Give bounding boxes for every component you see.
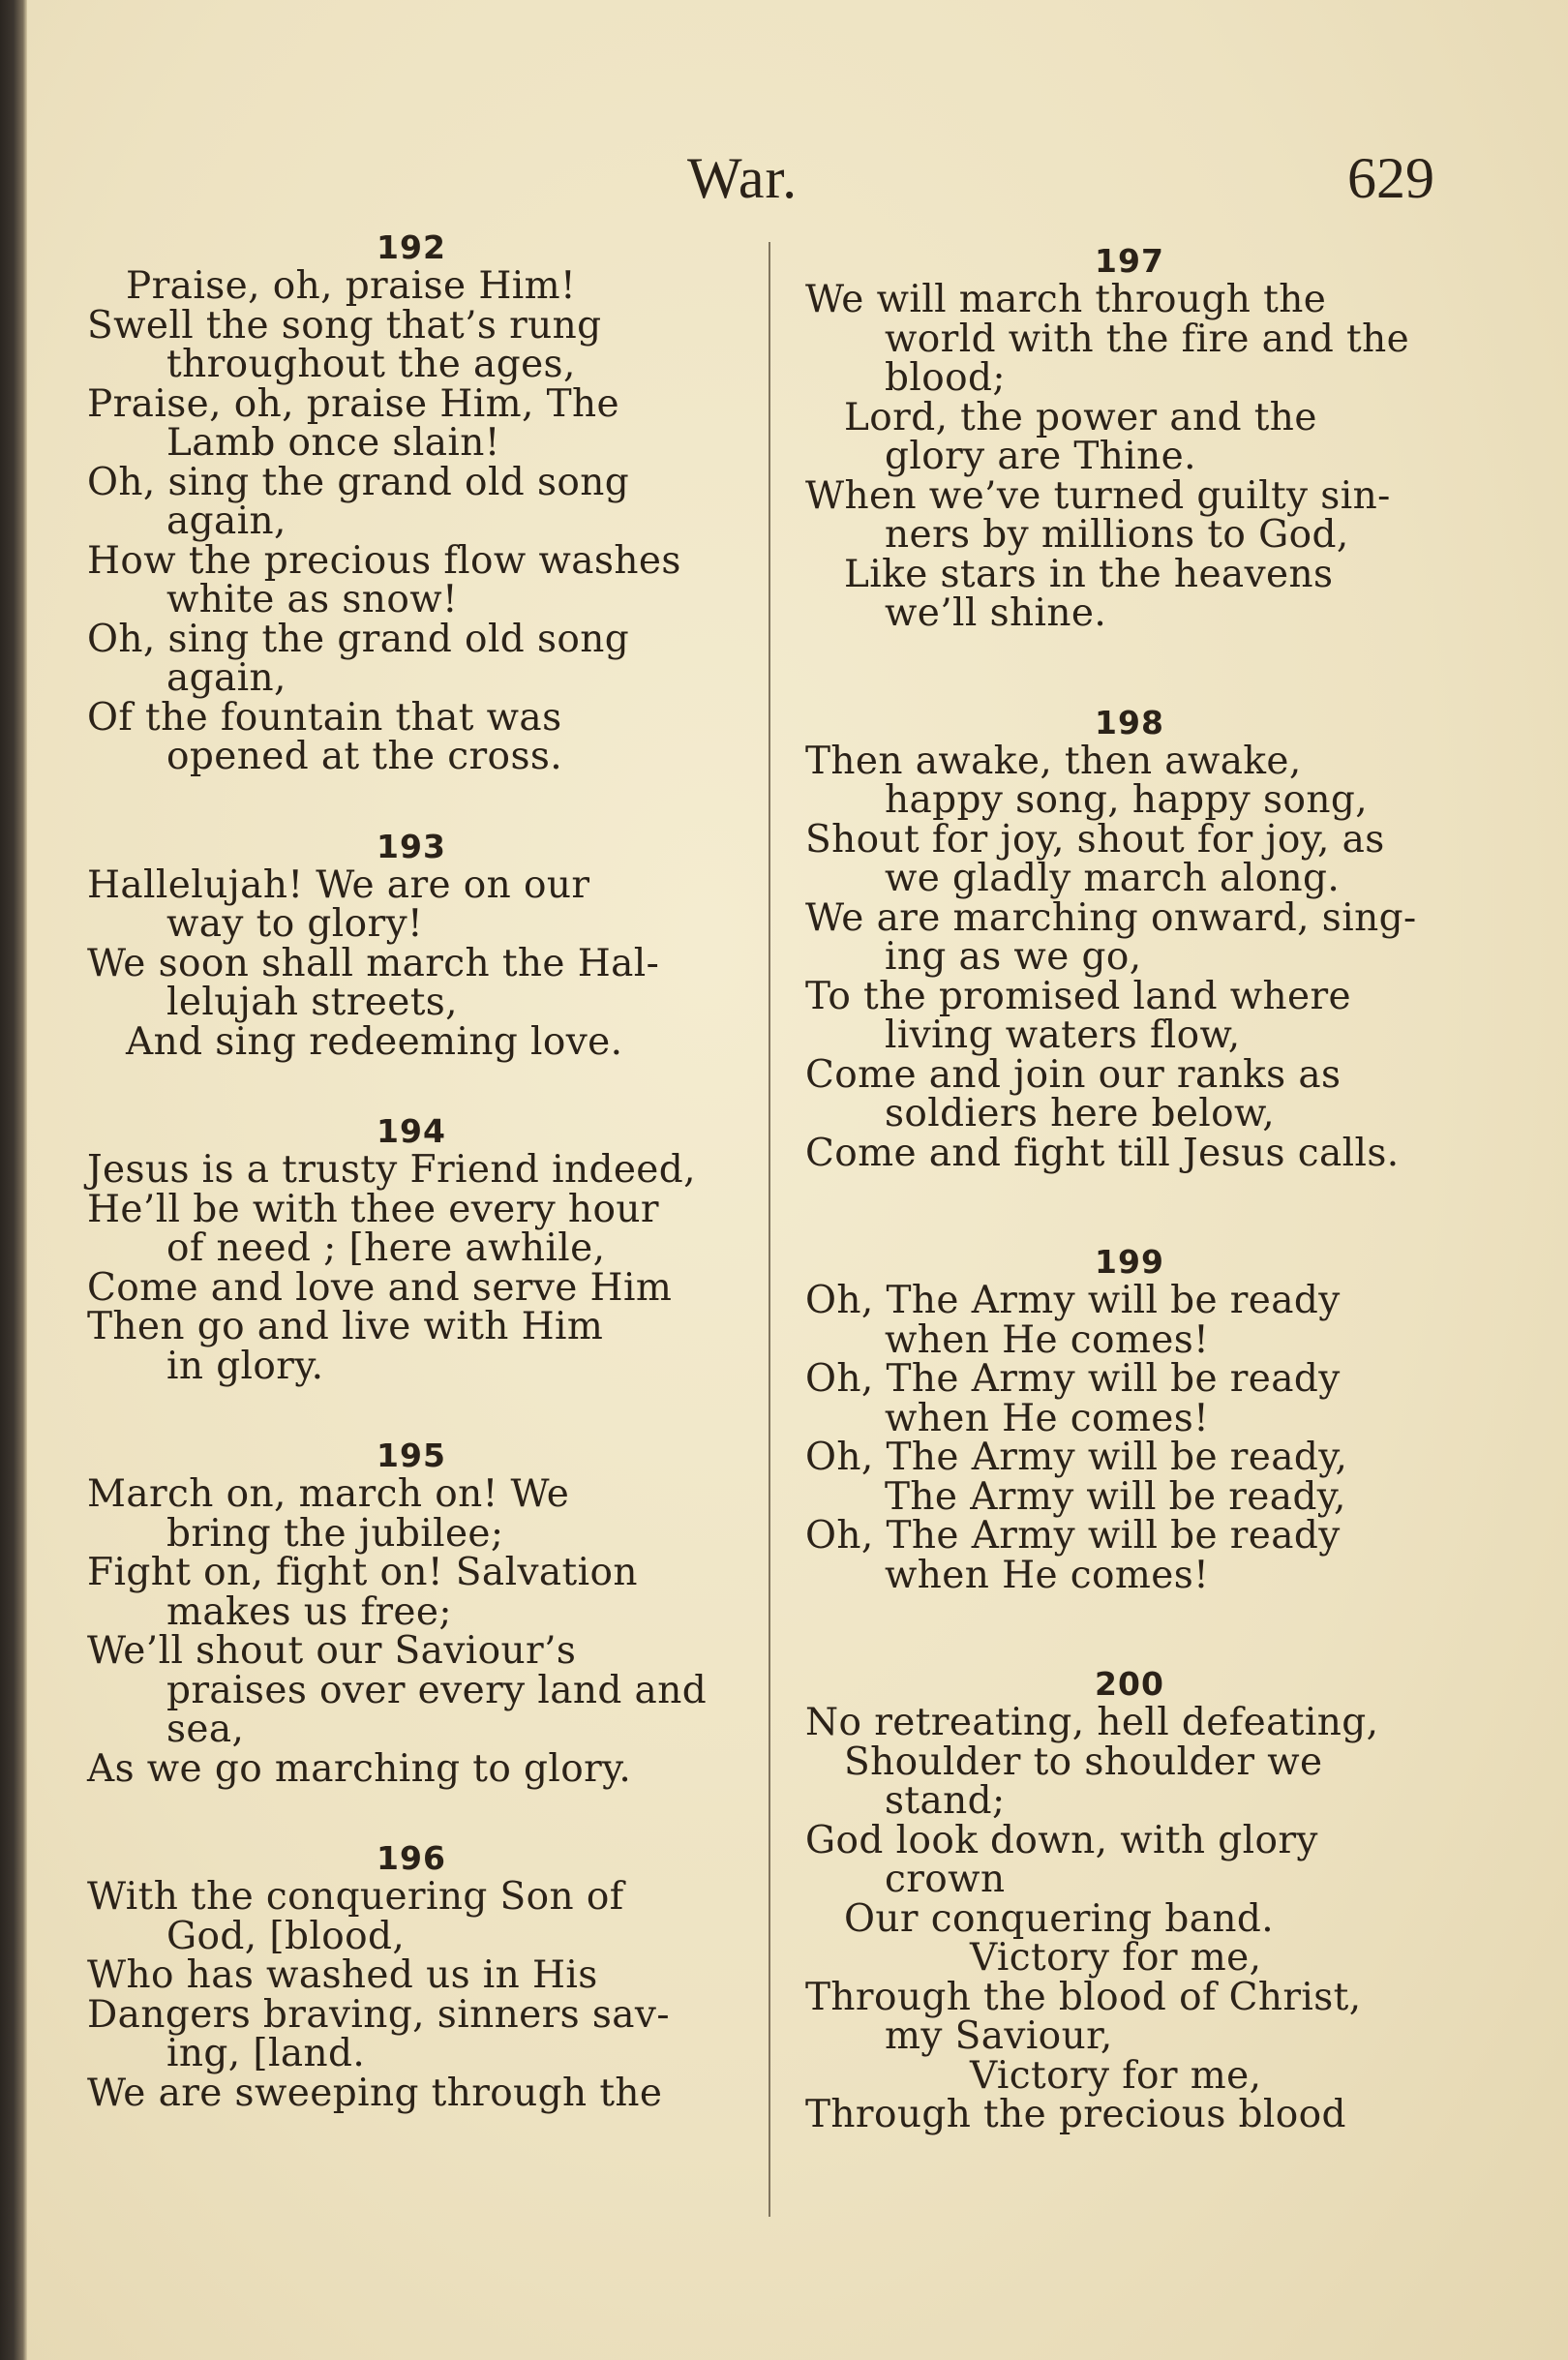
hymn-line: Praise, oh, praise Him! xyxy=(126,264,577,308)
hymn-line: Lamb once slain! xyxy=(166,421,500,465)
hymn-line: when He comes! xyxy=(885,1317,1210,1362)
column-divider xyxy=(769,242,770,2217)
hymn-number-192: 192 xyxy=(377,228,446,266)
hymn-line: We are marching onward, sing- xyxy=(805,895,1417,940)
hymn-line: Our conquering band. xyxy=(844,1896,1275,1941)
hymn-line: Fight on, fight on! Salvation xyxy=(87,1551,638,1594)
hymn-line: Like stars in the heavens xyxy=(844,552,1334,596)
hymn-line: No retreating, hell defeating, xyxy=(805,1701,1379,1744)
hymn-line: again, xyxy=(166,499,286,543)
hymn-line: lelujah streets, xyxy=(166,981,458,1024)
hymn-line: March on, march on! We xyxy=(87,1472,570,1516)
hymn-line: Who has washed us in His xyxy=(87,1953,598,1997)
hymn-number-195: 195 xyxy=(377,1437,446,1474)
hymn-line: The Army will be ready, xyxy=(885,1474,1346,1519)
hymn-line: my Saviour, xyxy=(885,2014,1113,2058)
hymn-line: Then awake, then awake, xyxy=(805,739,1302,783)
hymn-line: living waters flow, xyxy=(885,1014,1241,1057)
hymn-line: We will march through the xyxy=(805,278,1327,321)
hymn-line: ing, [land. xyxy=(166,2032,366,2075)
hymn-line: Shout for joy, shout for joy, as xyxy=(805,817,1385,862)
hymn-line: We are sweeping through the xyxy=(87,2071,663,2115)
hymn-line: we gladly march along. xyxy=(885,857,1341,900)
hymn-line: Lord, the power and the xyxy=(844,395,1317,439)
hymn-line: Praise, oh, praise Him, The xyxy=(87,381,619,426)
hymn-line: when He comes! xyxy=(885,1553,1210,1597)
hymn-line: God, [blood, xyxy=(166,1914,406,1958)
hymn-line: Oh, The Army will be ready xyxy=(805,1279,1341,1322)
hymn-line: Swell the song that’s rung xyxy=(87,303,602,348)
hymn-number-197: 197 xyxy=(1095,242,1164,280)
hymn-line: Then go and live with Him xyxy=(87,1305,604,1348)
hymn-line: With the conquering Son of xyxy=(87,1875,624,1919)
book-binding-edge xyxy=(0,0,27,2360)
hymn-line: crown xyxy=(885,1858,1006,1901)
hymn-line: He’ll be with thee every hour xyxy=(87,1187,659,1231)
hymn-line: ners by millions to God, xyxy=(885,513,1349,557)
hymn-line: glory are Thine. xyxy=(885,435,1196,478)
hymn-line: We’ll shout our Saviour’s xyxy=(87,1629,577,1673)
hymn-line: Oh, The Army will be ready xyxy=(805,1514,1341,1558)
hymn-line: How the precious flow washes xyxy=(87,538,681,583)
hymn-number-198: 198 xyxy=(1095,703,1164,741)
hymn-line: when He comes! xyxy=(885,1396,1210,1440)
hymn-line: bring the jubilee; xyxy=(166,1511,504,1556)
hymn-line: ing as we go, xyxy=(885,935,1142,979)
hymn-line: Shoulder to shoulder we xyxy=(844,1740,1323,1784)
hymn-line: Come and join our ranks as xyxy=(805,1052,1342,1097)
hymn-line: in glory. xyxy=(166,1344,324,1388)
hymn-line: We soon shall march the Hal- xyxy=(87,941,660,985)
hymn-line: praises over every land and xyxy=(166,1668,708,1712)
hymn-number-193: 193 xyxy=(377,827,446,865)
hymn-line: we’ll shine. xyxy=(885,591,1107,635)
left-column xyxy=(87,228,736,2113)
hymn-line: When we’ve turned guilty sin- xyxy=(805,473,1391,518)
hymn-line: again, xyxy=(166,656,286,700)
page-number: 629 xyxy=(1347,146,1434,210)
hymn-line: To the promised land where xyxy=(805,974,1352,1018)
hymn-line: Come and love and serve Him xyxy=(87,1265,673,1310)
hymn-line: Jesus is a trusty Friend indeed, xyxy=(87,1148,696,1192)
hymn-line: God look down, with glory xyxy=(805,1818,1318,1862)
hymn-number-200: 200 xyxy=(1095,1665,1164,1703)
hymn-line: throughout the ages, xyxy=(166,343,576,386)
hymn-line: Through the blood of Christ, xyxy=(805,1975,1362,2019)
hymn-line: makes us free; xyxy=(166,1589,452,1634)
hymn-line: Oh, sing the grand old song xyxy=(87,460,630,504)
hymn-line: Oh, The Army will be ready xyxy=(805,1357,1341,1401)
hymn-line: And sing redeeming love. xyxy=(126,1019,623,1064)
hymn-number-194: 194 xyxy=(377,1112,446,1150)
hymn-line: way to glory! xyxy=(166,902,424,946)
hymn-line: Victory for me, xyxy=(970,2053,1262,2098)
hymn-line: blood; xyxy=(885,356,1006,400)
hymn-line: of need ; [here awhile, xyxy=(166,1226,606,1270)
hymn-line: happy song, happy song, xyxy=(885,778,1369,822)
hymn-number-199: 199 xyxy=(1095,1243,1164,1281)
hymn-line: Of the fountain that was xyxy=(87,695,562,740)
hymn-line: sea, xyxy=(166,1708,245,1751)
hymn-line: soldiers here below, xyxy=(885,1092,1276,1135)
hymn-line: Come and fight till Jesus calls. xyxy=(805,1131,1400,1175)
hymn-line: Oh, The Army will be ready, xyxy=(805,1436,1348,1479)
hymn-line: Hallelujah! We are on our xyxy=(87,862,590,907)
hymn-line: stand; xyxy=(885,1779,1006,1823)
hymn-line: Through the precious blood xyxy=(805,2093,1346,2136)
hymn-line: Victory for me, xyxy=(970,1936,1262,1980)
right-column xyxy=(805,242,1454,2135)
hymn-number-196: 196 xyxy=(377,1839,446,1877)
hymn-line: As we go marching to glory. xyxy=(87,1746,632,1791)
hymn-line: Dangers braving, sinners sav- xyxy=(87,1992,670,2037)
page-header-title: War. xyxy=(687,146,799,210)
hymn-line: white as snow! xyxy=(166,578,459,621)
hymn-line: Oh, sing the grand old song xyxy=(87,617,630,661)
hymn-line: world with the fire and the xyxy=(885,317,1410,361)
hymn-line: opened at the cross. xyxy=(166,735,563,778)
